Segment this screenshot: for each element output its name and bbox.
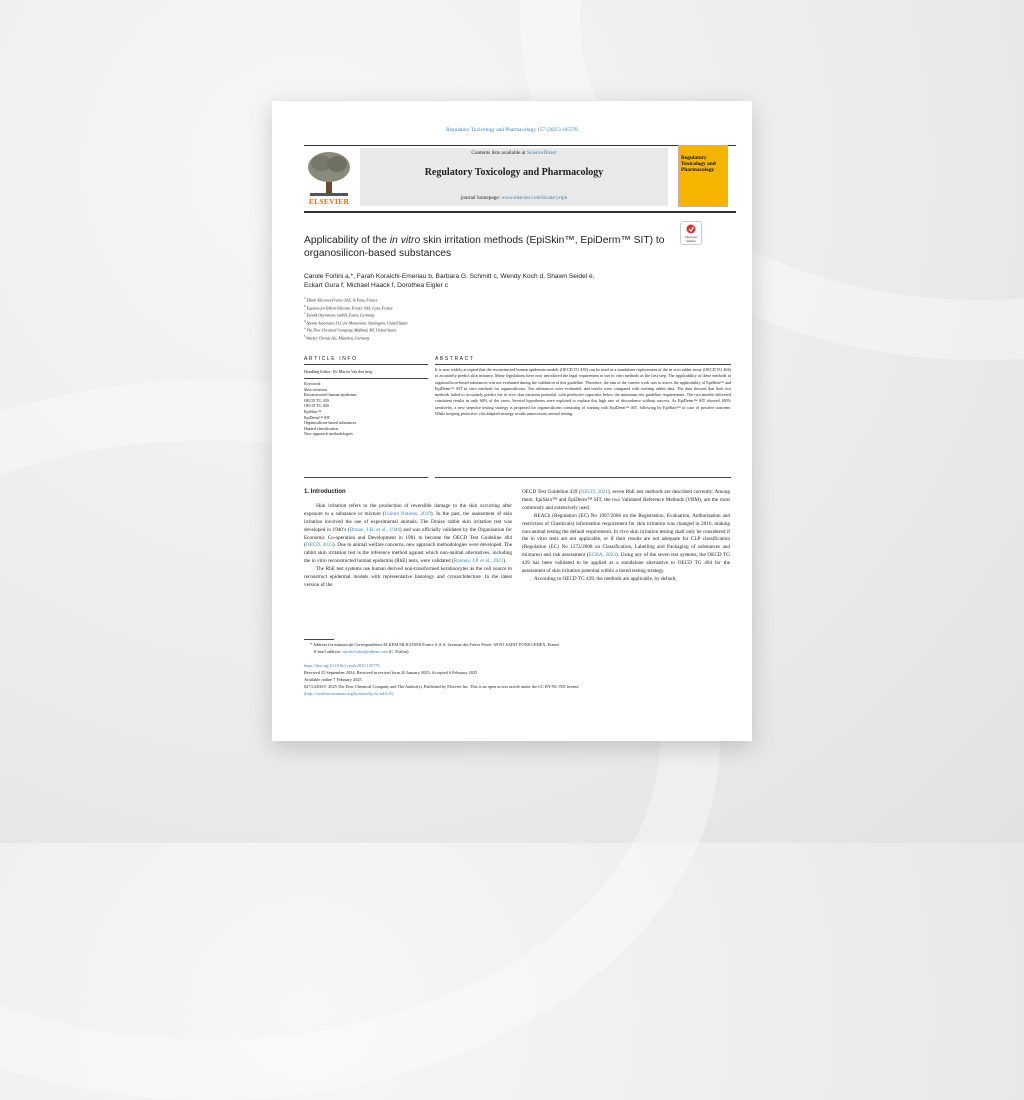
article-info-heading: ARTICLE INFO (304, 356, 358, 362)
footnote-rule (304, 639, 334, 640)
keyword: Reconstructed human epidermis (304, 392, 357, 398)
affiliation-item: $^d$ Spoma Associates LLC for Momentive, Stonington, United States (304, 318, 408, 325)
citation-link[interactable]: ECHA, 2023 (588, 552, 616, 559)
citation-link[interactable]: Draize, J.H. et al., 1944 (349, 526, 400, 533)
sciencedirect-link[interactable]: ScienceDirect (526, 150, 557, 156)
title-italic: in vitro (389, 235, 421, 246)
paragraph: REACh (Regulation (EC) No 1907/2006 on the Registration, Evaluation, Authorisation and restriction of Chemicals) information requirement for skin irritation was changed in 2016, making non-animal testing the default requirement. In vivo skin irritation testing shall only be considered if the in vitro tests are not applicable, or if their results are not adequate for CLP classification (Regulation (EC) No 1272/2008 on Classification, Labelling and Packaging of substances and mixtures) and risk assessment (ECHA, 2023). Using any of the seven test systems, the OECD TG 439 has been validated to be applied as a standalone alternative to OECD TG 404 for the assessment of skin irritation potential within a tiered testing strategy. (522, 512, 731, 575)
affiliations (304, 296, 724, 341)
email-footnote: E-mail address: carole.forlini@elkem.com (C. Forlini). (314, 649, 410, 654)
abstract-text: It is now widely accepted that the reconstructed human epidermis models (OECD TG 439) can be used as a standalone replacement of the in vivo rabbit assay (OECD TG 404) to accurately predict skin irritancy. Many legislations have now introduced the legal requirement to use in vitro methods as the first step. The applicability of these methods to organosilicon-based substances was not evaluated during the validation of this guideline. Therefore, the aim of the current work was to assess the applicability of EpiSkin™ and EpiDerm™ SIT in vitro methods for organosilicons. Ten substances were evaluated, and results were compared with existing rabbit data. The data showed that both test methods failed to accurately predict the in vivo skin irritation potential, with predictive capacities below the minimum test guideline requirements. The two models delivered consistent results in only 60% of the cases. Several hypotheses were explored to explain this high rate of discordance without success. As EpiDerm™ SIT showed 100% sensitivity, a new stepwise testing strategy is proposed for organosilicons consisting of starting with EpiDerm™ SIT, following by EpiSkin™ in case of positive outcome. While keeping protective, this adapted strategy avoids unnecessary animal testing. (435, 367, 731, 417)
citation-link[interactable]: Rooney, J.P. et al., 2021 (453, 558, 504, 565)
citation-line[interactable]: Regulatory Toxicology and Pharmacology 157 (2025) 105778 (446, 127, 578, 133)
keywords-rule (304, 378, 428, 379)
homepage-line (360, 195, 668, 201)
abstract-heading: ABSTRACT (435, 356, 475, 362)
doi-link[interactable]: https://doi.org/10.1016/j.yrtph.2025.105778 (304, 663, 380, 668)
keyword: EpiSkin™ (304, 408, 322, 414)
header-rule (304, 145, 736, 146)
affiliation-item: $^b$ Equinox for Elkem Silicones France SAS, Lyon, France (304, 303, 394, 310)
citation-link[interactable]: OECD, 2021 (580, 489, 608, 495)
citation-link[interactable]: United Nations, 2019 (384, 510, 431, 517)
keyword: Hazard classification (304, 425, 339, 431)
handling-editor: Handling Editor: Dr. Martin Van den berg (304, 369, 373, 374)
section-heading: 1. Introduction (304, 489, 346, 495)
homepage-prefix: journal homepage: (460, 195, 502, 201)
title-part: Applicability of the (304, 235, 390, 246)
keyword: OECD TG 404 (304, 403, 329, 409)
body-column-right (522, 489, 730, 584)
publisher-name: ELSEVIER (308, 197, 350, 206)
author-line[interactable]: Carole Forlini a,*, Farah Koraichi-Emeriau b, Barbara G. Schmitt c, Wendy Koch d, Shawn Seidel e, (304, 273, 595, 280)
affiliation-item: $^f$ Wacker Chemie AG, München, Germany (304, 333, 370, 340)
keyword: EpiDerm™ SIT (304, 414, 331, 420)
correspondence-footnote: * Address for manuscript Correspondence ELKEM SILICONES France S.A.S. 1avenue des Frères Perret. 69191 SAINT FONS CEDEX. France (310, 642, 560, 647)
journal-title: Regulatory Toxicology and Pharmacology (424, 167, 604, 178)
author-list (304, 272, 724, 290)
crossmark-label: Check for updates (684, 235, 698, 243)
affiliation-item: $^a$ Elkem Silicones France SAS, St Fons, France (304, 296, 378, 303)
article-info-rule (304, 364, 428, 365)
paper-page (272, 101, 752, 741)
author-line[interactable]: Eckart Gura f, Michael Haack f, Dorothea Eigler c (304, 282, 449, 289)
keywords-block (304, 381, 428, 437)
keyword: Skin irritation (304, 386, 327, 392)
paragraph: The RhE test systems use human derived non-transformed keratinocytes as the cell source to reconstruct epidermal models with representative histology and cytoarchitecture. In the latest version of the (304, 566, 512, 588)
copyright-line: 0273-2300/© 2025 The Dow Chemical Company and The Author(s). Published by Elsevier Inc. This is an open access article under the CC BY-NC-ND license (304, 684, 579, 689)
paragraph: According to OECD TG 439, the methods are applicable, by default, (534, 575, 677, 582)
keywords-label: Keywords: (304, 381, 322, 386)
crossmark-icon (686, 224, 696, 234)
abstract-bottom-rule (435, 477, 731, 478)
keyword: OECD TG 439 (304, 397, 329, 403)
header-bottom-rule (304, 211, 736, 213)
cover-title: Regulatory Toxicology and Pharmacology (681, 155, 716, 173)
online-date: Available online 7 February 2025 (304, 677, 362, 682)
contents-line (360, 150, 668, 156)
paragraph: Skin irritation refers to the production of reversible damage to the skin occurring after exposure to a substance or mixture (United Nations, 2019). In the past, the assessment of skin irritation involved the use of experimental animals. The Draize rabbit skin irritation test was developed in 1940’s (Draize, J.H. et al., 1944) and was officially validated by the Organisation for Economic Co-operation and Development in 1981 to become the OECD Test Guideline 404 (OECD, 2015). Due to animal welfare concerns, new approach methodologies were developed. The rabbit skin irritation test is the reference method against which non-animal alternatives, including the in vitro reconstructed human epidermis (RhE) tests, were validated (Rooney, J.P. et al., 2021). (304, 502, 513, 565)
contents-prefix: Contents lists available at (471, 150, 527, 156)
homepage-link[interactable]: www.elsevier.com/locate/yrtph (501, 195, 568, 201)
article-title (304, 235, 724, 260)
paragraph: OECD Test Guideline 439 (OECD, 2021), seven RhE test methods are described currently. Among them, EpiSkin™ and EpiDerm™ SIT, the two Validated Reference Methods (VRM), are the most commonly and extensively used. (522, 489, 731, 511)
citation-link[interactable]: OECD, 2015 (305, 542, 333, 549)
title-part: skin irritation methods (EpiSkin™, EpiDerm™ SIT) to organosilicon-based substances (304, 235, 665, 259)
article-info-bottom-rule (304, 477, 428, 478)
affiliation-item: $^e$ The Dow Chemical Company, Midland, MI, United States (304, 326, 397, 333)
affiliation-item: $^c$ Evonik Operations GmbH, Essen, Germany (304, 311, 375, 318)
email-link[interactable]: carole.forlini@elkem.com (342, 649, 388, 654)
abstract-rule (435, 364, 731, 365)
body-column-left (304, 489, 512, 590)
keyword: New approach methodologies (304, 431, 353, 437)
license-link[interactable]: (http://creativecommons.org/licenses/by-nc-nd/4.0/). (304, 691, 395, 696)
received-dates: Received 25 September 2024; Received in revised form 20 January 2025; Accepted 6 February 2025 (304, 670, 478, 675)
keyword: Organosilicon-based substances (304, 420, 357, 426)
